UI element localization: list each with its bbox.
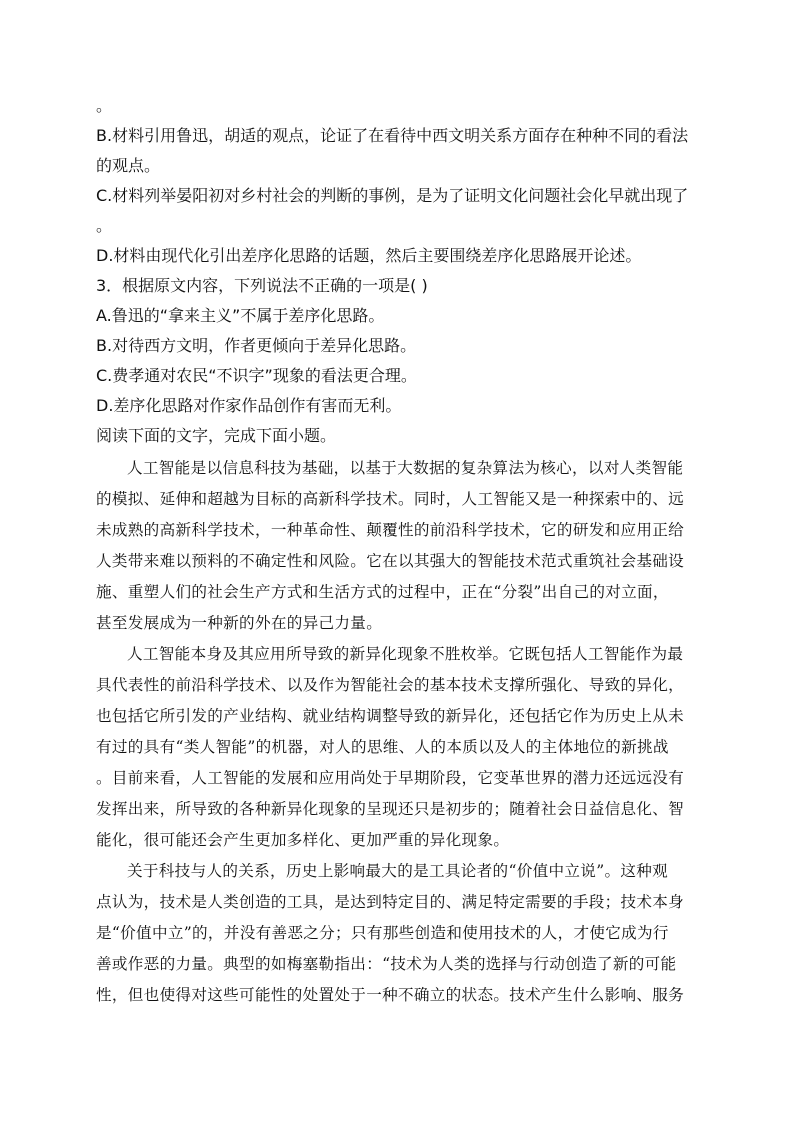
passage-paragraph-3 [96, 856, 700, 1011]
passage-line: 具代表性的前沿科学技术、以及作为智能社会的基本技术支撑所强化、导致的异化， [96, 676, 685, 694]
option-d-line: D.材料由现代化引出差序化思路的话题，然后主要围绕差序化思路展开论述。 [96, 246, 642, 265]
passage-line: 甚至发展成为一种新的外在的异己力量。 [96, 614, 383, 632]
passage-paragraph-2 [96, 639, 700, 856]
passage-line: 是“价值中立”的，并没有善恶之分；只有那些创造和使用技术的人，才使它成为行 [96, 924, 669, 942]
passage-line: 能化，很可能还会产生更加多样化、更加严重的异化现象。 [96, 831, 510, 849]
passage-line: 点认为，技术是人类创造的工具，是达到特定目的、满足特定需要的手段；技术本身 [96, 893, 685, 911]
reading-passage [96, 453, 700, 1011]
question-3-option-a: A.鲁迅的“拿来主义”不属于差序化思路。 [96, 306, 385, 325]
passage-line: 有过的具有“类人智能”的机器，对人的思维、人的本质以及人的主体地位的新挑战 [96, 738, 669, 756]
passage-line: 关于科技与人的关系，历史上影响最大的是工具论者的“价值中立说”。这种观 [127, 862, 669, 880]
passage-line: 人工智能本身及其应用所导致的新异化现象不胜枚举。它既包括人工智能作为最 [127, 645, 684, 663]
passage-line: 发挥出来，所导致的各种新异化现象的呈现还只是初步的；随着社会日益信息化、智 [96, 800, 685, 818]
question-block [96, 91, 700, 451]
passage-line: 未成熟的高新科学技术，一种革命性、颠覆性的前沿科学技术，它的研发和应用正给 [96, 521, 685, 539]
question-3-option-c: C.费孝通对农民“不识字”现象的看法更合理。 [96, 366, 417, 385]
passage-line: 人类带来难以预料的不确定性和风险。它在以其强大的智能技术范式重筑社会基础设 [96, 552, 685, 570]
option-c-line-2: 。 [96, 216, 113, 235]
passage-line: 性，但也使得对这些可能性的处置处于一种不确立的状态。技术产生什么影响、服务 [96, 986, 685, 1004]
passage-line: 善或作恶的力量。典型的如梅塞勒指出：“技术为人类的选择与行动创造了新的可能 [96, 955, 677, 973]
option-c-line-1: C.材料列举晏阳初对乡村社会的判断的事例，是为了证明文化问题社会化早就出现了 [96, 186, 689, 205]
page-content [96, 91, 700, 1011]
passage-paragraph-1 [96, 453, 700, 639]
option-b-line-2: 的观点。 [96, 156, 161, 175]
passage-line: 也包括它所引发的产业结构、就业结构调整导致的新异化，还包括它作为历史上从未 [96, 707, 685, 725]
question-3-stem: 3．根据原文内容，下列说法不正确的一项是( ) [96, 276, 428, 295]
option-b-line-1: B.材料引用鲁迅，胡适的观点，论证了在看待中西文明关系方面存在种种不同的看法 [96, 126, 689, 145]
passage-line: 的模拟、延伸和超越为目标的高新科学技术。同时，人工智能又是一种探索中的、远 [96, 490, 685, 508]
question-3-option-b: B.对待西方文明，作者更倾向于差异化思路。 [96, 336, 417, 355]
passage-line: 人工智能是以信息科技为基础，以基于大数据的复杂算法为核心，以对人类智能 [127, 459, 684, 477]
passage-line: 。目前来看，人工智能的发展和应用尚处于早期阶段，它变革世界的潜力还远远没有 [96, 769, 685, 787]
reading-instruction: 阅读下面的文字，完成下面小题。 [96, 426, 337, 445]
question-3-option-d: D.差序化思路对作家作品创作有害而无利。 [96, 396, 402, 415]
text-line: 。 [96, 96, 113, 115]
passage-line: 施、重塑人们的社会生产方式和生活方式的过程中，正在“分裂”出自己的对立面， [96, 583, 669, 601]
